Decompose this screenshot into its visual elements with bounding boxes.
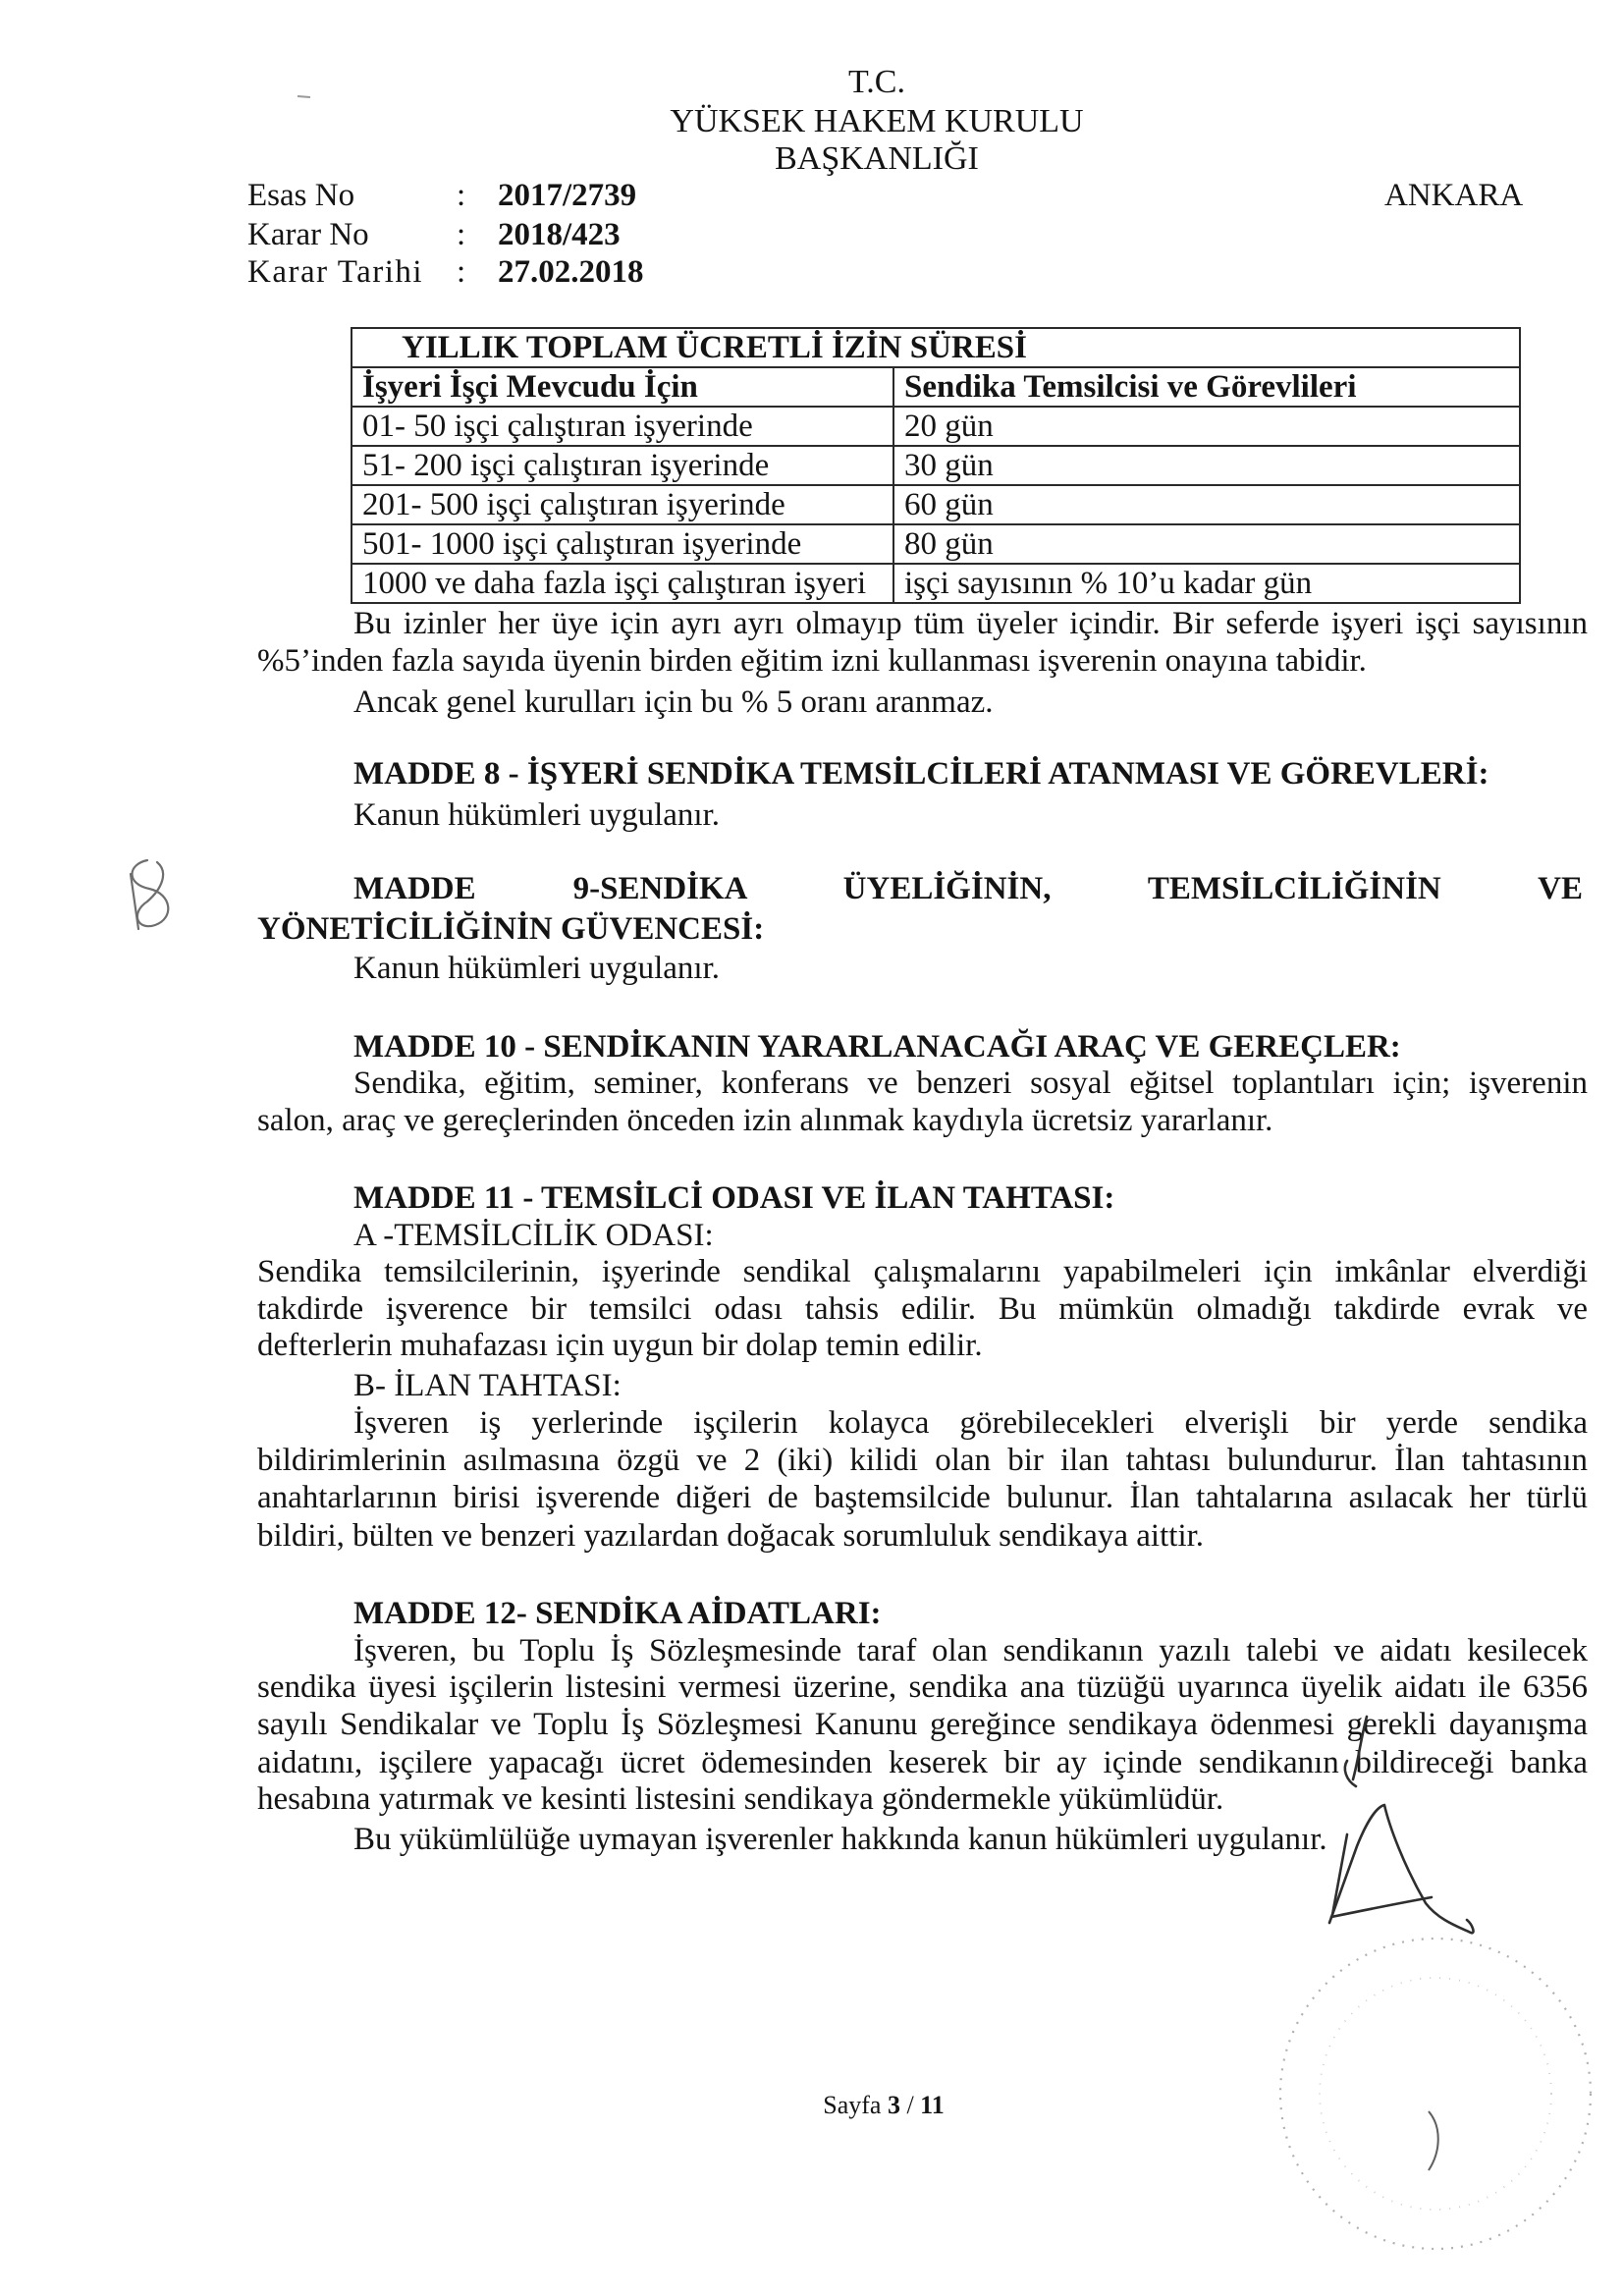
article-12-text-line: İşveren, bu Toplu İş Sözleşmesinde taraf olan sendikanın yazılı talebi ve aidatı kesilecek: [353, 1633, 1588, 1668]
table-row: [352, 446, 1520, 485]
table-cell-leave: 20 gün: [893, 407, 1520, 446]
article-12-text-line: hesabına yatırmak ve kesinti listesini sendikaya göndermekle yükümlüdür.: [257, 1781, 1224, 1817]
article-11-subsection-b-heading: B- İLAN TAHTASI:: [353, 1368, 622, 1403]
table-row: [352, 485, 1520, 524]
article-10-text-line: salon, araç ve gereçlerinden önceden izin alınmak kaydıyla ücretsiz yararlanır.: [257, 1103, 1273, 1138]
table-note-line: Bu izinler her üye için ayrı ayrı olmayıp tüm üyeler içindir. Bir seferde işyeri işçi sayısının: [353, 606, 1588, 641]
table-cell-leave: işçi sayısının % 10’u kadar gün: [893, 564, 1520, 603]
header-city: ANKARA: [1384, 178, 1524, 213]
decision-number-value: 2018/423: [498, 217, 621, 252]
column-header-representatives: Sendika Temsilcisi ve Görevlileri: [893, 367, 1520, 407]
article-11-b-text-line: İşveren iş yerlerinde işçilerin kolayca görebilecekleri elverişli bir yerde sendika: [353, 1405, 1588, 1441]
table-cell-leave: 80 gün: [893, 524, 1520, 564]
table-row: [352, 524, 1520, 564]
table-title: YILLIK TOPLAM ÜCRETLİ İZİN SÜRESİ: [352, 328, 1520, 367]
table-header-row: [352, 367, 1520, 407]
margin-mark: [131, 860, 168, 929]
article-12-text-line: Bu yükümlülüğe uymayan işverenler hakkında kanun hükümleri uygulanır.: [353, 1822, 1327, 1857]
table-note-line: Ancak genel kurulları için bu % 5 oranı aranmaz.: [353, 684, 994, 720]
table-cell-workforce: 01- 50 işçi çalıştıran işyerinde: [352, 407, 893, 446]
article-12-text-line: sendika üyesi işçilerin listesini vermesi üzerine, sendika ana tüzüğü uyarınca üyelik aidatı ile 6356: [257, 1669, 1588, 1705]
table-row: [352, 564, 1520, 603]
column-header-workforce: İşyeri İşçi Mevcudu İçin: [352, 367, 893, 407]
article-10-text-line: Sendika, eğitim, seminer, konferans ve benzeri sosyal eğitsel toplantıları için; işverenin: [353, 1066, 1588, 1101]
article-11-a-text-line: defterlerin muhafazası için uygun bir dolap temin edilir.: [257, 1328, 983, 1363]
table-cell-workforce: 501- 1000 işçi çalıştıran işyerinde: [352, 524, 893, 564]
article-11-subsection-a-heading: A -TEMSİLCİLİK ODASI:: [353, 1218, 714, 1253]
case-number-value: 2017/2739: [498, 178, 637, 213]
article-11-b-text-line: bildirimlerinin asılmasına özgü ve 2 (iki) kilidi olan bir ilan tahtası bulundurur. İlan tahtasının: [257, 1443, 1588, 1478]
table-title-row: [352, 328, 1520, 367]
article-12-text-line: aidatını, işçilere yapacağı ücret ödemesinden keserek bir ay içinde sendikanın bildireceği banka: [257, 1745, 1588, 1780]
article-11-a-text-line: Sendika temsilcilerinin, işyerinde sendikal çalışmalarını yapabilmeleri için imkânlar elverdiği: [257, 1254, 1588, 1289]
article-8-heading: MADDE 8 - İŞYERİ SENDİKA TEMSİLCİLERİ ATANMASI VE GÖREVLERİ:: [353, 756, 1489, 792]
table-cell-workforce: 1000 ve daha fazla işçi çalıştıran işyeri: [352, 564, 893, 603]
scan-mark: [298, 96, 310, 97]
article-8-text: Kanun hükümleri uygulanır.: [353, 797, 721, 833]
header-institution: YÜKSEK HAKEM KURULU: [670, 103, 1084, 139]
decision-number-separator: :: [457, 217, 466, 252]
decision-date-value: 27.02.2018: [498, 254, 644, 290]
article-11-b-text-line: bildiri, bülten ve benzeri yazılardan doğacak sorumluluk sendikaya aittir.: [257, 1518, 1205, 1554]
article-12-text-line: sayılı Sendikalar ve Toplu İş Sözleşmesi Kanunu gereğince sendikaya ödenmesi gerekli dayanışma: [257, 1707, 1588, 1742]
page-current: 3: [887, 2091, 900, 2119]
decision-date-separator: :: [457, 254, 466, 290]
article-9-heading-continued: YÖNETİCİLİĞİNİN GÜVENCESİ:: [257, 911, 765, 947]
article-11-b-text-line: anahtarlarının birisi işverende diğeri de baştemsilcide bulunur. İlan tahtalarına asılacak her türlü: [257, 1480, 1588, 1515]
table-cell-leave: 60 gün: [893, 485, 1520, 524]
header-office: BAŞKANLIĞI: [775, 140, 979, 177]
page-total: 11: [920, 2091, 945, 2119]
case-number-separator: :: [457, 178, 466, 213]
header-country: T.C.: [848, 64, 905, 100]
leave-table: [351, 327, 1521, 604]
decision-number-label: Karar No: [247, 217, 369, 252]
article-9-heading: MADDE 9-SENDİKA ÜYELİĞİNİN, TEMSİLCİLİĞİNİN VE: [353, 871, 1583, 906]
article-11-a-text-line: takdirde işverence bir temsilci odası tahsis edilir. Bu mümkün olmadığı takdirde evrak ve: [257, 1291, 1588, 1327]
page-separator: /: [906, 2091, 914, 2119]
case-number-label: Esas No: [247, 178, 355, 213]
table-cell-leave: 30 gün: [893, 446, 1520, 485]
table-row: [352, 407, 1520, 446]
table-cell-workforce: 51- 200 işçi çalıştıran işyerinde: [352, 446, 893, 485]
table-note-line: %5’inden fazla sayıda üyenin birden eğitim izni kullanması işverenin onayına tabidir.: [257, 643, 1367, 679]
article-11-heading: MADDE 11 - TEMSİLCİ ODASI VE İLAN TAHTASI:: [353, 1180, 1115, 1216]
page-label: Sayfa: [823, 2091, 882, 2119]
table-cell-workforce: 201- 500 işçi çalıştıran işyerinde: [352, 485, 893, 524]
article-12-heading: MADDE 12- SENDİKA AİDATLARI:: [353, 1596, 882, 1631]
page-number: [687, 2089, 1080, 2122]
article-10-heading: MADDE 10 - SENDİKANIN YARARLANACAĞI ARAÇ VE GEREÇLER:: [353, 1029, 1401, 1065]
article-9-text: Kanun hükümleri uygulanır.: [353, 951, 721, 986]
stamp: [1280, 1939, 1591, 2249]
decision-date-label: Karar Tarihi: [247, 254, 424, 290]
